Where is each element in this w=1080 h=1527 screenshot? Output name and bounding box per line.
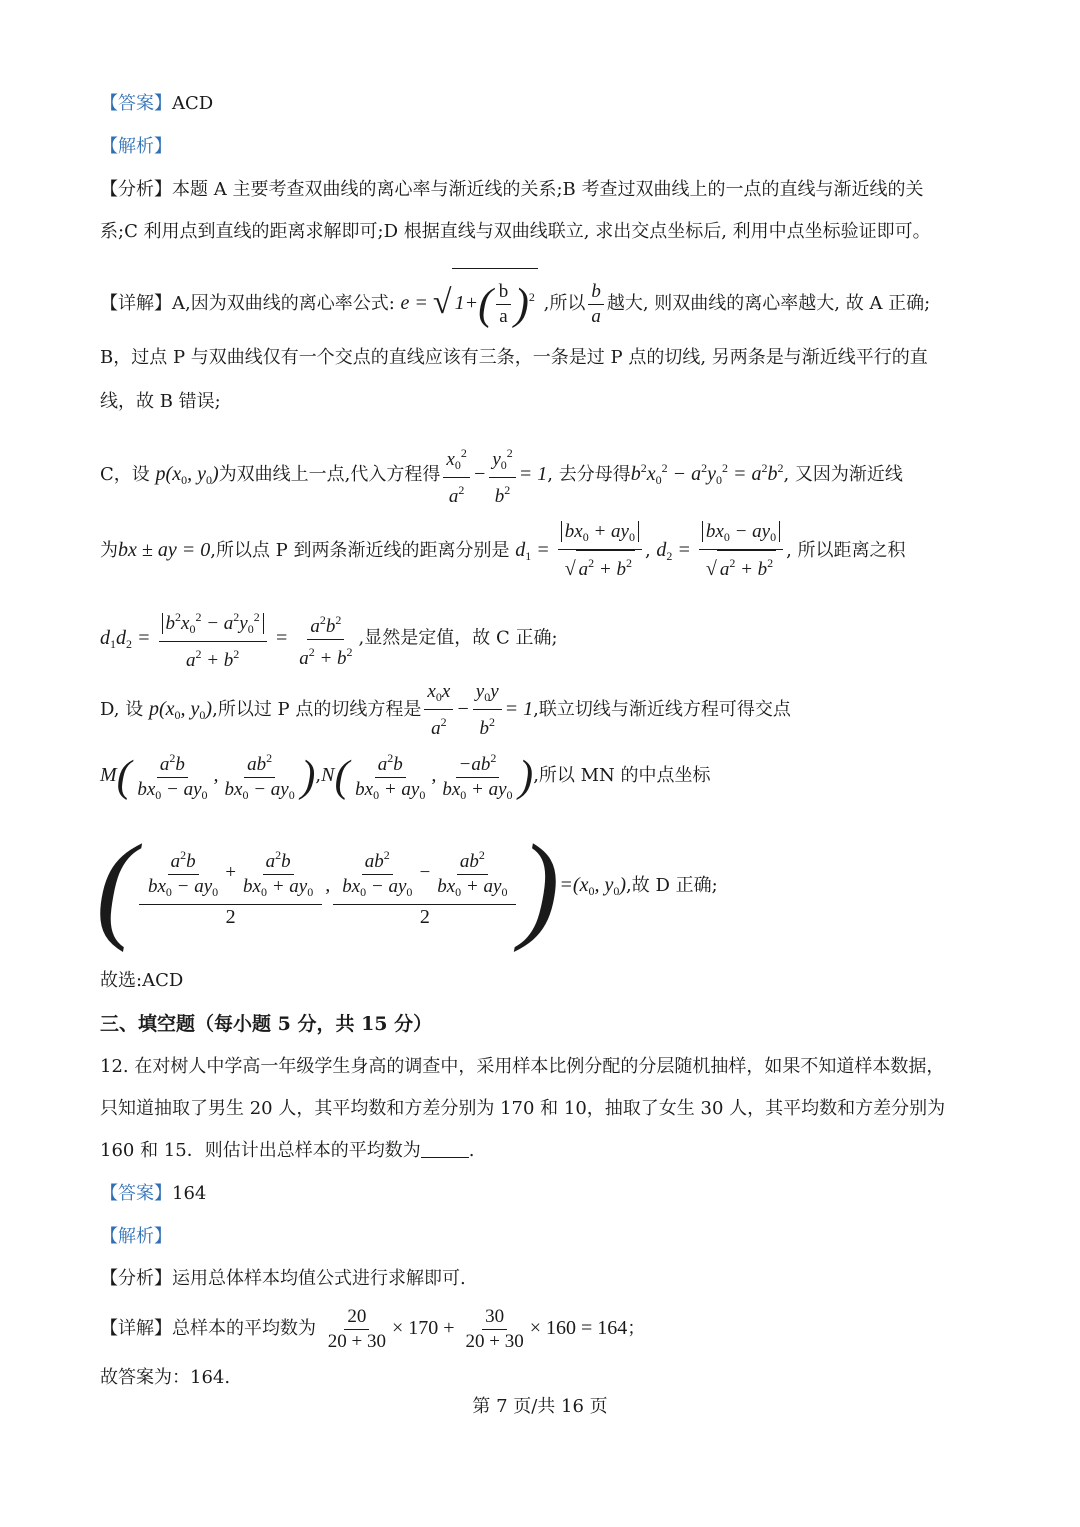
formula-d1: $d_1$ = $\frac{bx_0 + ay_0}{√ a^2 + b^2}$ xyxy=(515,539,645,561)
formula-d2: $d_2$ = $\frac{bx_0 - ay_0}{√ a^2 + b^2}$ xyxy=(656,539,786,561)
q11-fenxi-line-1 xyxy=(100,177,923,203)
q11-d-line-3 xyxy=(96,819,718,953)
q12-fenxi-text: 运用总体样本均值公式进行求解即可. xyxy=(172,1268,466,1289)
q11-a-end: 越大, 则双曲线的离心率越大, 故 A 正确; xyxy=(606,293,931,314)
formula-midpoint: ( $\frac{a^2b}{bx_0 - ay_0}$ + $\frac{a^2b}{bx_0 + ay_0}$ 2 , $\frac{ab^2}{bx_0 - ay_0}$ − $\frac{ab^2}{bx_0 + ay_0}$ 2 )$=(x_0$, $y_0$) xyxy=(96,819,627,953)
q12-jiexi-label: 【解析】 xyxy=(100,1226,172,1247)
formula-point-p-d: $p(x_0$, $y_0$) xyxy=(148,698,213,723)
q11-fenxi-text-2: 系;C 利用点到直线的距离求解即可;D 根据直线与双曲线联立, 求出交点坐标后, 利用中点坐标验证即可。 xyxy=(100,221,931,242)
q11-c-intro: C，设 xyxy=(100,464,150,485)
q11-c-mid1: 为双曲线上一点,代入方程得 xyxy=(218,464,441,485)
q11-d-line-1 xyxy=(100,680,791,743)
q11-b-line-2 xyxy=(100,389,221,415)
q11-b-text-1: B，过点 P 与双曲线仅有一个交点的直线应该有三条，一条是过 P 点的切线, 另两条是与渐近线平行的直 xyxy=(100,347,928,368)
formula-eccentricity: e = √ 1+( $\frac{b}{a}$ )$^2$ xyxy=(401,292,538,314)
q12-text-1: 12. 在对树人中学高一年级学生身高的调查中，采用样本比例分配的分层随机抽样，如果不知道样本数据， xyxy=(100,1056,945,1077)
q11-d-end: ,联立切线与渐近线方程可得交点 xyxy=(533,699,791,721)
q11-d-mid: ,所以过 P 点的切线方程是 xyxy=(212,699,422,721)
q11-c2-mid: ,所以点 P 到两条渐近线的距离分别是 xyxy=(210,540,510,561)
q12-text-2: 只知道抽取了男生 20 人，其平均数和方差分别为 170 和 10，抽取了女生 30 人，其平均数和方差分别为 xyxy=(100,1098,946,1119)
q12-answer-label: 【答案】 xyxy=(100,1183,172,1204)
q11-guxuan: 故选:ACD xyxy=(100,970,184,991)
q12-text-3: 160 和 15．则估计出总样本的平均数为 xyxy=(100,1140,421,1161)
q11-answer-value: ACD xyxy=(172,93,214,114)
q11-fenxi-text-1: 本题 A 主要考查双曲线的离心率与渐近线的关系;B 考查过双曲线上的一点的直线与渐近线的关 xyxy=(172,179,924,200)
formula-cleared: $b^2x_0^2 - a^2y_0^2 = a^2b^2$ xyxy=(630,461,784,487)
q11-fenxi-label: 【分析】 xyxy=(100,179,172,200)
q12-fenxi-line xyxy=(100,1266,466,1292)
q12-fenxi-label: 【分析】 xyxy=(100,1268,172,1289)
q12-jiexi-line xyxy=(100,1224,172,1250)
q11-a-intro: A,因为双曲线的离心率公式: xyxy=(172,293,395,314)
page-footer xyxy=(0,1392,1080,1418)
q12-answer-line xyxy=(100,1181,206,1207)
q11-a-mid: ,所以 xyxy=(543,293,586,314)
page-number: 第 7 页/共 16 页 xyxy=(472,1396,608,1417)
q11-d3-end: ,故 D 正确; xyxy=(626,875,718,896)
q12-final-line xyxy=(100,1365,230,1391)
formula-d1d2: $d_1d_2$ = $\frac{b^2x_0^2 - a^2y_0^2}{a^2 + b^2}$ = $\frac{a^2b^2}{a^2 + b^2}$ xyxy=(100,627,359,649)
q11-d2-end: ,所以 MN 的中点坐标 xyxy=(533,765,711,786)
q12-xiangjie-text: 总样本的平均数为 xyxy=(172,1318,316,1339)
formula-tangent: $\frac{x_0x}{a^2}$ − $\frac{y_0y}{b^2}$ = 1 xyxy=(421,698,533,720)
q11-c3-end: ,显然是定值，故 C 正确; xyxy=(358,627,558,649)
q12-line-2 xyxy=(100,1096,945,1122)
q12-xiangjie-line xyxy=(100,1300,645,1357)
q11-b-text-2: 线，故 B 错误; xyxy=(100,391,221,412)
formula-asymptotes: bx ± ay = 0 xyxy=(118,539,211,561)
q12-xiangjie-end: ； xyxy=(627,1318,646,1339)
q12-answer-value: 164 xyxy=(172,1183,207,1204)
q11-c-line-2: 为bx ± ay = 0,所以点 P 到两条渐近线的距离分别是 $d_1$ = $\frac{bx_0 + ay_0}{√ a^2 + b^2}$ , $d_2$ = $\frac{bx_0 - ay_0}{√ a^2 + b^2}$ , 所以距离之积 xyxy=(100,521,906,581)
q11-jiexi-line xyxy=(100,134,172,160)
q11-fenxi-line-2 xyxy=(100,219,931,245)
q11-c-end: , 又因为渐近线 xyxy=(783,464,903,485)
q11-b-line-1 xyxy=(100,345,928,371)
q11-c2-end: , 所以距离之积 xyxy=(786,540,906,561)
q11-c-line-1 xyxy=(100,440,903,509)
formula-b-over-a: $\frac{b}{a}$ xyxy=(588,280,604,329)
section-title xyxy=(100,1011,432,1037)
section-title-text: 三、填空题（每小题 5 分，共 15 分） xyxy=(100,1013,433,1035)
q11-answer-line xyxy=(100,91,213,117)
q11-d-line-2: M( $\frac{a^2b}{bx_0 - ay_0}$ , $\frac{ab^2}{bx_0 - ay_0}$ ),N( $\frac{a^2b}{bx_0 + ay_0}$ , $\frac{-ab^2}{bx_0 + ay_0}$ ),所以 MN 的中点坐标 xyxy=(100,745,711,807)
q11-detail-a xyxy=(100,268,930,332)
q11-answer-label: 【答案】 xyxy=(100,93,172,114)
formula-mean: $\frac{20}{20 + 30}$ × 170 + $\frac{30}{20 + 30}$ × 160 = 164 xyxy=(327,1305,628,1352)
formula-point-p: $p(x_0$, $y_0$) xyxy=(155,463,219,487)
q11-c-mid2: , 去分母得 xyxy=(547,464,631,485)
q12-line-3 xyxy=(100,1138,474,1164)
q12-final: 故答案为：164. xyxy=(100,1367,231,1388)
q11-jiexi-label: 【解析】 xyxy=(100,136,172,157)
q12-text-3-end: . xyxy=(468,1140,475,1161)
q11-xiangjie-label: 【详解】 xyxy=(100,293,172,314)
formula-point-n: N( $\frac{a^2b}{bx_0 + ay_0}$ , $\frac{-ab^2}{bx_0 + ay_0}$ ) xyxy=(321,764,533,786)
formula-point-m: M( $\frac{a^2b}{bx_0 - ay_0}$ , $\frac{ab^2}{bx_0 - ay_0}$ ) xyxy=(100,764,315,786)
answer-blank xyxy=(421,1139,469,1158)
q12-xiangjie-label: 【详解】 xyxy=(100,1318,172,1339)
q11-d-intro: D, 设 xyxy=(100,699,144,721)
q12-line-1 xyxy=(100,1054,944,1080)
q11-c2-intro: 为 xyxy=(100,540,118,561)
formula-hyperbola: $\frac{x_0^2}{a^2}$ − $\frac{y_0^2}{b^2}$ = 1 xyxy=(440,463,547,485)
q11-guxuan-line xyxy=(100,968,183,994)
q11-c-line-3 xyxy=(100,605,558,674)
